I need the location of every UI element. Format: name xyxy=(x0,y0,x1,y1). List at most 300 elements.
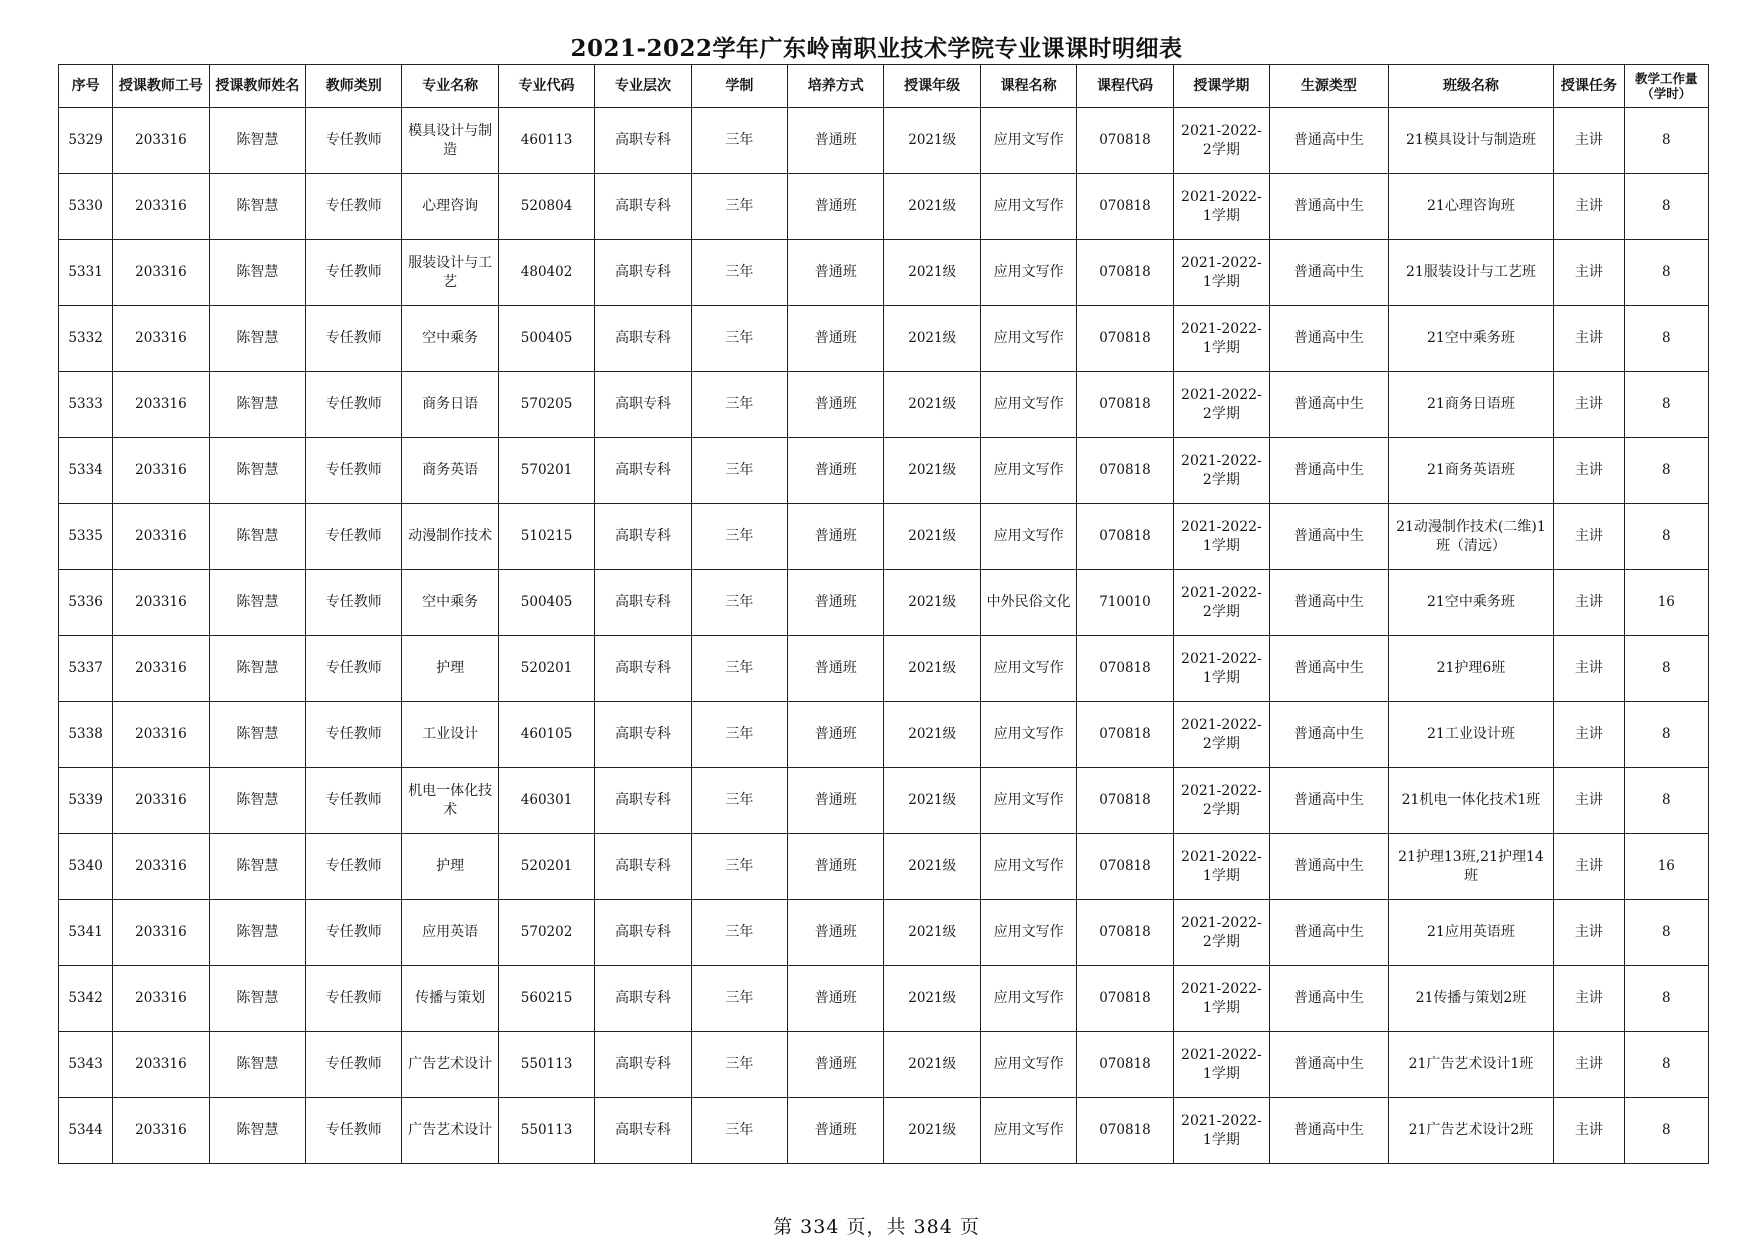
table-cell: 广告艺术设计 xyxy=(402,1032,498,1098)
table-cell: 三年 xyxy=(691,1032,787,1098)
table-cell: 商务英语 xyxy=(402,438,498,504)
table-cell: 2021-2022-1学期 xyxy=(1173,240,1269,306)
col-header: 课程名称 xyxy=(980,65,1076,108)
table-cell: 三年 xyxy=(691,108,787,174)
table-cell: 三年 xyxy=(691,174,787,240)
table-cell: 陈智慧 xyxy=(209,372,305,438)
table-cell: 2021级 xyxy=(884,438,980,504)
table-cell: 5333 xyxy=(59,372,113,438)
table-cell: 陈智慧 xyxy=(209,768,305,834)
table-cell: 8 xyxy=(1624,108,1708,174)
table-cell: 普通班 xyxy=(788,306,884,372)
table-cell: 203316 xyxy=(113,306,209,372)
table-cell: 三年 xyxy=(691,240,787,306)
table-cell: 070818 xyxy=(1077,636,1173,702)
table-cell: 普通班 xyxy=(788,702,884,768)
table-cell: 21服装设计与工艺班 xyxy=(1388,240,1554,306)
table-cell: 护理 xyxy=(402,834,498,900)
table-cell: 2021-2022-1学期 xyxy=(1173,1032,1269,1098)
table-cell: 570202 xyxy=(498,900,594,966)
table-cell: 普通高中生 xyxy=(1270,900,1389,966)
table-cell: 三年 xyxy=(691,372,787,438)
table-cell: 2021-2022-2学期 xyxy=(1173,438,1269,504)
table-cell: 2021级 xyxy=(884,636,980,702)
table-cell: 520201 xyxy=(498,636,594,702)
table-cell: 主讲 xyxy=(1554,438,1624,504)
col-header: 专业代码 xyxy=(498,65,594,108)
table-cell: 空中乘务 xyxy=(402,306,498,372)
table-cell: 普通高中生 xyxy=(1270,702,1389,768)
table-cell: 普通班 xyxy=(788,570,884,636)
col-header: 生源类型 xyxy=(1270,65,1389,108)
table-cell: 普通班 xyxy=(788,372,884,438)
table-cell: 专任教师 xyxy=(306,240,402,306)
table-cell: 主讲 xyxy=(1554,306,1624,372)
table-cell: 070818 xyxy=(1077,1098,1173,1164)
table-body xyxy=(59,108,1709,1164)
table-cell: 5337 xyxy=(59,636,113,702)
table-cell: 专任教师 xyxy=(306,108,402,174)
table-cell: 070818 xyxy=(1077,702,1173,768)
table-cell: 高职专科 xyxy=(595,108,691,174)
table-cell: 主讲 xyxy=(1554,702,1624,768)
table-cell: 5331 xyxy=(59,240,113,306)
table-cell: 专任教师 xyxy=(306,900,402,966)
table-cell: 主讲 xyxy=(1554,108,1624,174)
table-cell: 2021-2022-1学期 xyxy=(1173,966,1269,1032)
table-cell: 070818 xyxy=(1077,306,1173,372)
table-cell: 2021-2022-2学期 xyxy=(1173,372,1269,438)
table-row xyxy=(59,240,1709,306)
table-cell: 2021级 xyxy=(884,900,980,966)
col-header: 学制 xyxy=(691,65,787,108)
table-cell: 专任教师 xyxy=(306,372,402,438)
table-cell: 2021级 xyxy=(884,1098,980,1164)
table-cell: 5332 xyxy=(59,306,113,372)
table-cell: 专任教师 xyxy=(306,570,402,636)
table-cell: 应用文写作 xyxy=(980,1098,1076,1164)
table-cell: 高职专科 xyxy=(595,900,691,966)
table-cell: 203316 xyxy=(113,372,209,438)
table-cell: 070818 xyxy=(1077,900,1173,966)
table-cell: 陈智慧 xyxy=(209,108,305,174)
table-cell: 2021-2022-2学期 xyxy=(1173,570,1269,636)
table-cell: 广告艺术设计 xyxy=(402,1098,498,1164)
table-cell: 203316 xyxy=(113,1032,209,1098)
table-cell: 传播与策划 xyxy=(402,966,498,1032)
table-cell: 专任教师 xyxy=(306,174,402,240)
table-cell: 服装设计与工艺 xyxy=(402,240,498,306)
table-cell: 2021-2022-2学期 xyxy=(1173,900,1269,966)
table-cell: 203316 xyxy=(113,504,209,570)
table-cell: 2021级 xyxy=(884,504,980,570)
table-cell: 2021-2022-1学期 xyxy=(1173,174,1269,240)
table-cell: 21心理咨询班 xyxy=(1388,174,1554,240)
table-cell: 高职专科 xyxy=(595,504,691,570)
table-cell: 500405 xyxy=(498,570,594,636)
table-cell: 专任教师 xyxy=(306,1098,402,1164)
table-cell: 三年 xyxy=(691,306,787,372)
table-cell: 高职专科 xyxy=(595,768,691,834)
table-cell: 2021级 xyxy=(884,768,980,834)
table-row xyxy=(59,1032,1709,1098)
table-cell: 203316 xyxy=(113,966,209,1032)
table-cell: 203316 xyxy=(113,240,209,306)
table-cell: 21空中乘务班 xyxy=(1388,306,1554,372)
table-cell: 三年 xyxy=(691,834,787,900)
table-cell: 高职专科 xyxy=(595,240,691,306)
table-cell: 710010 xyxy=(1077,570,1173,636)
table-cell: 普通班 xyxy=(788,636,884,702)
table-cell: 陈智慧 xyxy=(209,1098,305,1164)
col-header: 授课学期 xyxy=(1173,65,1269,108)
table-cell: 应用文写作 xyxy=(980,372,1076,438)
table-cell: 陈智慧 xyxy=(209,636,305,702)
table-cell: 普通高中生 xyxy=(1270,1098,1389,1164)
col-header: 授课教师工号 xyxy=(113,65,209,108)
table-cell: 陈智慧 xyxy=(209,438,305,504)
table-cell: 陈智慧 xyxy=(209,702,305,768)
table-row xyxy=(59,1098,1709,1164)
table-cell: 21广告艺术设计2班 xyxy=(1388,1098,1554,1164)
table-cell: 21商务日语班 xyxy=(1388,372,1554,438)
table-row xyxy=(59,768,1709,834)
table-cell: 203316 xyxy=(113,570,209,636)
table-row xyxy=(59,570,1709,636)
table-cell: 普通高中生 xyxy=(1270,174,1389,240)
table-cell: 2021级 xyxy=(884,702,980,768)
table-cell: 普通高中生 xyxy=(1270,504,1389,570)
table-cell: 2021-2022-1学期 xyxy=(1173,1098,1269,1164)
table-cell: 21广告艺术设计1班 xyxy=(1388,1032,1554,1098)
table-cell: 陈智慧 xyxy=(209,900,305,966)
table-cell: 520201 xyxy=(498,834,594,900)
col-header: 教师类别 xyxy=(306,65,402,108)
table-cell: 动漫制作技术 xyxy=(402,504,498,570)
table-cell: 普通高中生 xyxy=(1270,636,1389,702)
table-cell: 高职专科 xyxy=(595,306,691,372)
table-cell: 陈智慧 xyxy=(209,966,305,1032)
col-header: 班级名称 xyxy=(1388,65,1554,108)
table-cell: 203316 xyxy=(113,1098,209,1164)
table-cell: 2021-2022-2学期 xyxy=(1173,768,1269,834)
table-cell: 2021级 xyxy=(884,570,980,636)
table-cell: 070818 xyxy=(1077,240,1173,306)
table-cell: 21机电一体化技术1班 xyxy=(1388,768,1554,834)
table-cell: 主讲 xyxy=(1554,966,1624,1032)
table-cell: 普通班 xyxy=(788,966,884,1032)
table-cell: 主讲 xyxy=(1554,240,1624,306)
table-cell: 三年 xyxy=(691,768,787,834)
table-cell: 普通班 xyxy=(788,438,884,504)
table-row xyxy=(59,174,1709,240)
table-cell: 应用文写作 xyxy=(980,438,1076,504)
table-cell: 2021级 xyxy=(884,240,980,306)
table-cell: 高职专科 xyxy=(595,174,691,240)
table-cell: 高职专科 xyxy=(595,438,691,504)
table-cell: 陈智慧 xyxy=(209,834,305,900)
table-cell: 21护理6班 xyxy=(1388,636,1554,702)
table-cell: 三年 xyxy=(691,504,787,570)
table-cell: 普通高中生 xyxy=(1270,372,1389,438)
table-cell: 460301 xyxy=(498,768,594,834)
table-cell: 2021-2022-1学期 xyxy=(1173,636,1269,702)
table-cell: 机电一体化技术 xyxy=(402,768,498,834)
table-cell: 8 xyxy=(1624,438,1708,504)
table-cell: 500405 xyxy=(498,306,594,372)
table-cell: 专任教师 xyxy=(306,636,402,702)
table-cell: 8 xyxy=(1624,900,1708,966)
table-cell: 070818 xyxy=(1077,966,1173,1032)
table-cell: 主讲 xyxy=(1554,504,1624,570)
table-cell: 中外民俗文化 xyxy=(980,570,1076,636)
table-cell: 陈智慧 xyxy=(209,174,305,240)
table-cell: 2021-2022-1学期 xyxy=(1173,504,1269,570)
table-row xyxy=(59,372,1709,438)
table-cell: 8 xyxy=(1624,966,1708,1032)
table-cell: 高职专科 xyxy=(595,1098,691,1164)
table-cell: 550113 xyxy=(498,1032,594,1098)
table-cell: 070818 xyxy=(1077,768,1173,834)
table-cell: 2021级 xyxy=(884,966,980,1032)
table-cell: 应用文写作 xyxy=(980,834,1076,900)
col-header: 培养方式 xyxy=(788,65,884,108)
table-cell: 专任教师 xyxy=(306,834,402,900)
table-cell: 560215 xyxy=(498,966,594,1032)
table-cell: 三年 xyxy=(691,1098,787,1164)
table-cell: 203316 xyxy=(113,174,209,240)
table-cell: 2021级 xyxy=(884,306,980,372)
table-cell: 三年 xyxy=(691,636,787,702)
table-cell: 普通班 xyxy=(788,1032,884,1098)
table-cell: 三年 xyxy=(691,438,787,504)
table-cell: 2021级 xyxy=(884,174,980,240)
table-cell: 2021-2022-2学期 xyxy=(1173,108,1269,174)
col-header: 授课任务 xyxy=(1554,65,1624,108)
table-cell: 普通班 xyxy=(788,768,884,834)
table-cell: 护理 xyxy=(402,636,498,702)
table-cell: 普通高中生 xyxy=(1270,834,1389,900)
table-cell: 专任教师 xyxy=(306,702,402,768)
table-cell: 普通班 xyxy=(788,834,884,900)
table-cell: 520804 xyxy=(498,174,594,240)
table-cell: 203316 xyxy=(113,768,209,834)
table-cell: 070818 xyxy=(1077,438,1173,504)
table-cell: 高职专科 xyxy=(595,372,691,438)
page-number: 第 334 页，共 384 页 xyxy=(773,1216,980,1238)
table-cell: 460105 xyxy=(498,702,594,768)
col-header: 授课教师姓名 xyxy=(209,65,305,108)
table-cell: 三年 xyxy=(691,570,787,636)
table-cell: 2021-2022-1学期 xyxy=(1173,306,1269,372)
table-cell: 8 xyxy=(1624,768,1708,834)
table-cell: 5340 xyxy=(59,834,113,900)
table-cell: 专任教师 xyxy=(306,504,402,570)
table-cell: 8 xyxy=(1624,1032,1708,1098)
table-row xyxy=(59,702,1709,768)
table-cell: 普通班 xyxy=(788,900,884,966)
table-cell: 5344 xyxy=(59,1098,113,1164)
table-cell: 550113 xyxy=(498,1098,594,1164)
table-cell: 21空中乘务班 xyxy=(1388,570,1554,636)
table-cell: 5329 xyxy=(59,108,113,174)
table-cell: 203316 xyxy=(113,702,209,768)
table-cell: 陈智慧 xyxy=(209,1032,305,1098)
table-cell: 21商务英语班 xyxy=(1388,438,1554,504)
table-cell: 21动漫制作技术(二维)1班（清远） xyxy=(1388,504,1554,570)
page-title: 2021-2022学年广东岭南职业技术学院专业课课时明细表 xyxy=(570,35,1183,62)
table-cell: 21模具设计与制造班 xyxy=(1388,108,1554,174)
table-cell: 应用文写作 xyxy=(980,900,1076,966)
table-cell: 070818 xyxy=(1077,372,1173,438)
table-cell: 应用文写作 xyxy=(980,966,1076,1032)
table-cell: 应用文写作 xyxy=(980,504,1076,570)
table-cell: 460113 xyxy=(498,108,594,174)
table-cell: 主讲 xyxy=(1554,174,1624,240)
table-cell: 21护理13班,21护理14班 xyxy=(1388,834,1554,900)
table-cell: 专任教师 xyxy=(306,438,402,504)
table-cell: 陈智慧 xyxy=(209,306,305,372)
table-cell: 普通高中生 xyxy=(1270,966,1389,1032)
table-cell: 高职专科 xyxy=(595,702,691,768)
table-row xyxy=(59,504,1709,570)
table-cell: 陈智慧 xyxy=(209,570,305,636)
table-cell: 专任教师 xyxy=(306,1032,402,1098)
table-cell: 普通班 xyxy=(788,504,884,570)
table-cell: 570201 xyxy=(498,438,594,504)
table-row xyxy=(59,438,1709,504)
table-cell: 三年 xyxy=(691,900,787,966)
col-header: 教学工作量（学时） xyxy=(1624,65,1708,108)
table-cell: 普通高中生 xyxy=(1270,108,1389,174)
table-cell: 模具设计与制造 xyxy=(402,108,498,174)
table-cell: 专任教师 xyxy=(306,966,402,1032)
table-cell: 商务日语 xyxy=(402,372,498,438)
table-row xyxy=(59,636,1709,702)
table-cell: 高职专科 xyxy=(595,966,691,1032)
table-cell: 070818 xyxy=(1077,174,1173,240)
table-cell: 应用文写作 xyxy=(980,768,1076,834)
table-cell: 5336 xyxy=(59,570,113,636)
table-cell: 8 xyxy=(1624,306,1708,372)
table-row xyxy=(59,834,1709,900)
table-cell: 570205 xyxy=(498,372,594,438)
col-header: 授课年级 xyxy=(884,65,980,108)
table-cell: 21应用英语班 xyxy=(1388,900,1554,966)
col-header: 序号 xyxy=(59,65,113,108)
table-cell: 8 xyxy=(1624,174,1708,240)
table-cell: 8 xyxy=(1624,504,1708,570)
table-cell: 070818 xyxy=(1077,1032,1173,1098)
table-cell: 主讲 xyxy=(1554,1032,1624,1098)
table-cell: 8 xyxy=(1624,240,1708,306)
table-cell: 普通班 xyxy=(788,108,884,174)
table-cell: 203316 xyxy=(113,438,209,504)
table-cell: 普通班 xyxy=(788,1098,884,1164)
table-cell: 21工业设计班 xyxy=(1388,702,1554,768)
table-cell: 070818 xyxy=(1077,108,1173,174)
table-cell: 应用文写作 xyxy=(980,174,1076,240)
table-cell: 三年 xyxy=(691,966,787,1032)
table-cell: 应用文写作 xyxy=(980,108,1076,174)
table-cell: 2021级 xyxy=(884,1032,980,1098)
table-cell: 心理咨询 xyxy=(402,174,498,240)
table-cell: 陈智慧 xyxy=(209,504,305,570)
table-cell: 21传播与策划2班 xyxy=(1388,966,1554,1032)
table-row xyxy=(59,966,1709,1032)
table-cell: 16 xyxy=(1624,834,1708,900)
table-cell: 普通高中生 xyxy=(1270,306,1389,372)
table-cell: 8 xyxy=(1624,1098,1708,1164)
table-cell: 应用文写作 xyxy=(980,240,1076,306)
table-cell: 8 xyxy=(1624,372,1708,438)
table-cell: 5338 xyxy=(59,702,113,768)
table-cell: 普通高中生 xyxy=(1270,570,1389,636)
table-cell: 高职专科 xyxy=(595,1032,691,1098)
table-cell: 普通高中生 xyxy=(1270,438,1389,504)
table-cell: 480402 xyxy=(498,240,594,306)
table-cell: 主讲 xyxy=(1554,834,1624,900)
table-cell: 高职专科 xyxy=(595,570,691,636)
col-header: 专业名称 xyxy=(402,65,498,108)
table-cell: 16 xyxy=(1624,570,1708,636)
table-cell: 203316 xyxy=(113,108,209,174)
table-cell: 5339 xyxy=(59,768,113,834)
table-row xyxy=(59,108,1709,174)
table-cell: 主讲 xyxy=(1554,900,1624,966)
course-hours-table xyxy=(58,64,1709,1164)
table-cell: 主讲 xyxy=(1554,372,1624,438)
table-cell: 2021级 xyxy=(884,834,980,900)
table-cell: 203316 xyxy=(113,834,209,900)
table-row xyxy=(59,900,1709,966)
table-cell: 主讲 xyxy=(1554,636,1624,702)
table-cell: 应用文写作 xyxy=(980,636,1076,702)
header-row xyxy=(59,65,1709,108)
table-cell: 高职专科 xyxy=(595,636,691,702)
table-cell: 8 xyxy=(1624,636,1708,702)
table-cell: 普通高中生 xyxy=(1270,1032,1389,1098)
table-cell: 5334 xyxy=(59,438,113,504)
table-cell: 5335 xyxy=(59,504,113,570)
table-cell: 普通高中生 xyxy=(1270,240,1389,306)
table-cell: 普通班 xyxy=(788,240,884,306)
table-cell: 普通班 xyxy=(788,174,884,240)
table-cell: 5330 xyxy=(59,174,113,240)
table-cell: 2021-2022-2学期 xyxy=(1173,702,1269,768)
table-cell: 空中乘务 xyxy=(402,570,498,636)
table-cell: 510215 xyxy=(498,504,594,570)
table-cell: 专任教师 xyxy=(306,768,402,834)
table-cell: 陈智慧 xyxy=(209,240,305,306)
col-header: 专业层次 xyxy=(595,65,691,108)
table-cell: 应用英语 xyxy=(402,900,498,966)
table-cell: 5343 xyxy=(59,1032,113,1098)
table-cell: 应用文写作 xyxy=(980,1032,1076,1098)
table-cell: 203316 xyxy=(113,900,209,966)
table-cell: 070818 xyxy=(1077,834,1173,900)
table-cell: 070818 xyxy=(1077,504,1173,570)
table-cell: 5342 xyxy=(59,966,113,1032)
table-cell: 专任教师 xyxy=(306,306,402,372)
table-cell: 普通高中生 xyxy=(1270,768,1389,834)
table-cell: 应用文写作 xyxy=(980,702,1076,768)
table-cell: 主讲 xyxy=(1554,570,1624,636)
table-cell: 203316 xyxy=(113,636,209,702)
table-cell: 8 xyxy=(1624,702,1708,768)
table-cell: 2021级 xyxy=(884,372,980,438)
table-cell: 2021级 xyxy=(884,108,980,174)
